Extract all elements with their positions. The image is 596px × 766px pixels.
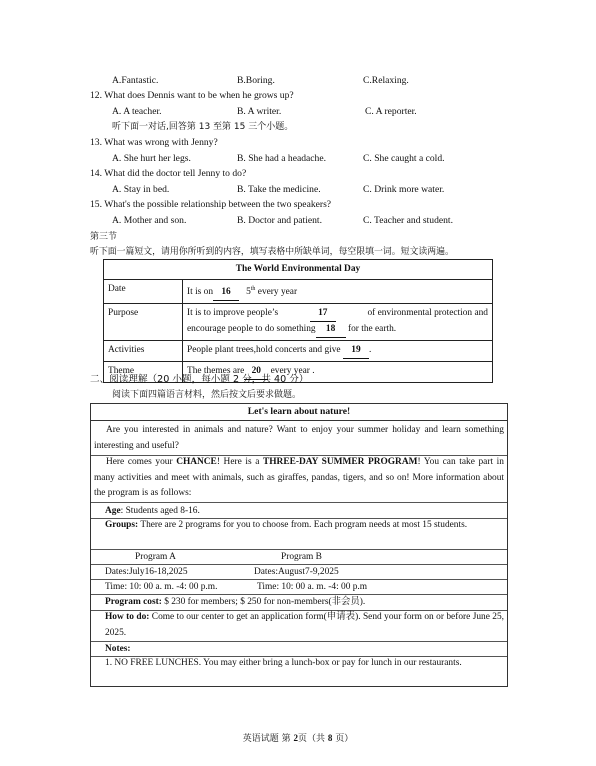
notes-label bbox=[105, 643, 131, 655]
divider bbox=[91, 564, 507, 565]
dates-a: Dates:July16-18,2025 bbox=[105, 567, 188, 577]
notes-label-text: Notes: bbox=[105, 644, 131, 654]
p2-a: Here comes your bbox=[106, 457, 177, 467]
q13-option-c: C. She caught a cold. bbox=[363, 153, 445, 164]
groups-text: There are 2 programs for you to choose from. Each program needs at most 15 students. bbox=[138, 520, 468, 530]
program-b-label: Program B bbox=[281, 552, 322, 562]
howto-text: Come to our center to get an application form(申请表). Send your form on or before June 25, 2025. bbox=[105, 612, 504, 638]
footer-page: 2 bbox=[293, 733, 298, 743]
blank-18[interactable]: 18 bbox=[316, 322, 346, 338]
q12-option-a: A. A teacher. bbox=[112, 106, 162, 117]
blank-19[interactable]: 19 bbox=[343, 343, 369, 359]
table-row-date bbox=[104, 280, 493, 304]
table-title: The World Environmental Day bbox=[104, 260, 493, 280]
footer-post: 页） bbox=[332, 734, 354, 744]
blank-17[interactable]: 17 bbox=[310, 306, 336, 322]
q14-option-b: B. Take the medicine. bbox=[237, 184, 321, 195]
divider bbox=[91, 549, 507, 550]
part2-instruction: 阅读下面四篇语言材料，然后按文后要求做题。 bbox=[112, 390, 302, 400]
purpose-pre: It is to improve people’s bbox=[187, 308, 279, 319]
cost-line bbox=[105, 596, 365, 608]
theme-post: every year . bbox=[270, 366, 315, 377]
purpose-mid: of environmental protection and bbox=[367, 308, 488, 319]
date-pre: It is on bbox=[187, 287, 214, 298]
age-line bbox=[105, 505, 200, 517]
q15-option-c: C. Teacher and student. bbox=[363, 215, 453, 226]
environment-day-table bbox=[103, 259, 493, 383]
purpose-line2-post: for the earth. bbox=[347, 324, 397, 335]
theme-label: Theme bbox=[104, 362, 183, 383]
q12-option-b: B. A writer. bbox=[237, 106, 282, 117]
q12-text: 12. What does Dennis want to be when he grows up? bbox=[90, 90, 294, 101]
age-label: Age bbox=[105, 506, 121, 516]
date-sup: th bbox=[250, 286, 256, 292]
blank-20[interactable]: 20 bbox=[244, 364, 268, 380]
passage-box bbox=[90, 403, 508, 687]
footer-mid: 页（共 bbox=[297, 734, 328, 744]
dates-b: Dates:August7-9,2025 bbox=[254, 567, 339, 577]
time-b: Time: 10: 00 a. m. -4: 00 p.m bbox=[257, 582, 368, 592]
q13-text: 13. What was wrong with Jenny? bbox=[90, 137, 218, 148]
passage-p2 bbox=[94, 455, 504, 502]
passage-p1: Are you interested in animals and nature? Want to enjoy your summer holiday and learn something interesting and useful? bbox=[94, 425, 504, 451]
page-footer bbox=[0, 731, 596, 744]
howto-line bbox=[105, 610, 504, 641]
theme-pre: The themes are bbox=[187, 366, 245, 377]
date-day: 5 bbox=[246, 287, 251, 298]
date-value bbox=[183, 280, 493, 304]
date-post: every year bbox=[255, 287, 298, 298]
footer-pre: 英语试题 第 bbox=[242, 734, 294, 744]
activities-value bbox=[183, 341, 493, 362]
q14-text: 14. What did the doctor tell Jenny to do? bbox=[90, 168, 247, 179]
age-text: : Students aged 8-16. bbox=[120, 506, 200, 516]
purpose-label: Purpose bbox=[104, 304, 183, 341]
q11-option-c: C.Relaxing. bbox=[363, 75, 409, 86]
q15-option-a: A. Mother and son. bbox=[112, 215, 187, 226]
divider bbox=[91, 579, 507, 580]
cost-label: Program cost: bbox=[105, 597, 162, 607]
groups-line bbox=[105, 518, 504, 534]
program-a-label: Program A bbox=[135, 552, 176, 562]
activities-post: . bbox=[368, 345, 372, 356]
footer-total: 8 bbox=[327, 733, 333, 743]
howto-label: How to do: bbox=[105, 612, 150, 622]
q11-option-b: B.Boring. bbox=[237, 75, 275, 86]
date-label: Date bbox=[104, 280, 183, 304]
p2-b: ! Here is a bbox=[216, 457, 264, 467]
cost-text: $ 230 for members; $ 250 for non-members(非会员). bbox=[161, 597, 366, 607]
divider bbox=[91, 594, 507, 595]
p2-program: THREE-DAY SUMMER PROGRAM bbox=[263, 457, 418, 467]
q15-text: 15. What's the possible relationship between the two speakers? bbox=[90, 199, 332, 210]
table-row-purpose bbox=[104, 304, 493, 341]
p2-chance: CHANCE bbox=[176, 457, 217, 467]
blank-16[interactable]: 16 bbox=[213, 285, 239, 301]
part2-heading: 二、阅读理解（20 小题，每小题 2 分，共 40 分） bbox=[90, 374, 309, 385]
purpose-line2-pre: encourage people to do something bbox=[187, 324, 316, 335]
p2-c: ! You can take part in many activities and meet with animals, such as giraffes, pandas, tigers, and so on! More information about the program is as follows: bbox=[94, 457, 504, 499]
note-1: 1. NO FREE LUNCHES. You may either bring a lunch-box or pay for lunch in our restaurants. bbox=[105, 658, 462, 668]
section3-instruction: 听下面一篇短文，请用你所听到的内容，填写表格中所缺单词，每空限填一词。短文读两遍。 bbox=[90, 247, 454, 257]
groups-label: Groups: bbox=[105, 520, 139, 530]
section3-heading: 第三节 bbox=[90, 232, 118, 242]
activities-label: Activities bbox=[104, 341, 183, 362]
divider bbox=[91, 502, 507, 503]
purpose-value bbox=[183, 304, 493, 341]
q15-option-b: B. Doctor and patient. bbox=[237, 215, 322, 226]
instruction-13-15: 听下面一对话,回答第 13 至第 15 三个小题。 bbox=[112, 122, 294, 132]
q13-option-b: B. She had a headache. bbox=[237, 153, 326, 164]
q12-option-c: C. A reporter. bbox=[365, 106, 417, 117]
q11-option-a: A.Fantastic. bbox=[112, 75, 159, 86]
q14-option-a: A. Stay in bed. bbox=[112, 184, 170, 195]
q14-option-c: C. Drink more water. bbox=[363, 184, 445, 195]
q13-option-a: A. She hurt her legs. bbox=[112, 153, 191, 164]
passage-title: Let's learn about nature! bbox=[91, 404, 507, 421]
divider bbox=[91, 641, 507, 642]
activities-pre: People plant trees,hold concerts and give bbox=[187, 345, 343, 356]
table-row-activities bbox=[104, 341, 493, 362]
time-a: Time: 10: 00 a. m. -4: 00 p.m. bbox=[105, 582, 218, 592]
